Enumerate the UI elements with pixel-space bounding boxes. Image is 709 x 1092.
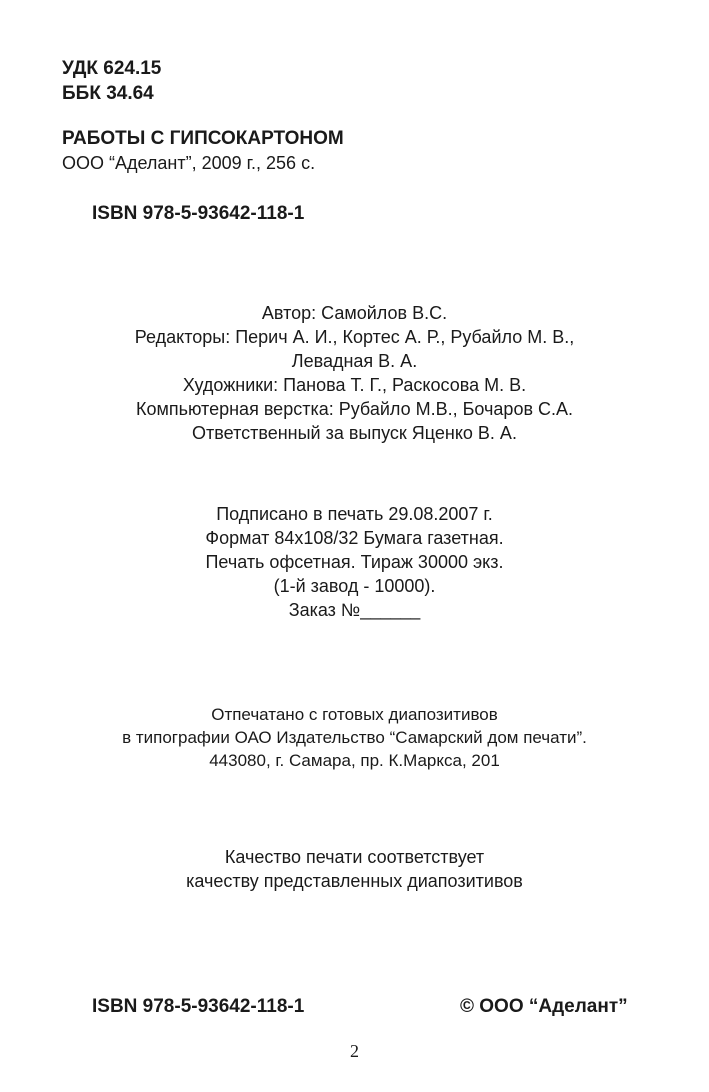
- printer-line-3: 443080, г. Самара, пр. К.Маркса, 201: [209, 751, 500, 770]
- credits-block: [0, 301, 709, 445]
- isbn-bottom: ISBN 978-5-93642-118-1: [92, 996, 305, 1017]
- quality-block: [0, 845, 709, 893]
- responsible-line: Ответственный за выпуск Яценко В. А.: [192, 423, 517, 443]
- author-line: Автор: Самойлов В.С.: [261, 303, 448, 323]
- copyright: © ООО “Аделант”: [460, 996, 628, 1017]
- udk-code: УДК 624.15: [62, 58, 162, 79]
- signed-line: Подписано в печать 29.08.2007 г.: [216, 504, 493, 524]
- order-line: Заказ №______: [288, 600, 421, 620]
- bbk-code: ББК 34.64: [62, 83, 154, 104]
- printer-line-2: в типографии ОАО Издательство “Самарский дом печати”.: [122, 728, 587, 747]
- printing-line: Печать офсетная. Тираж 30000 экз.: [205, 552, 504, 572]
- isbn-top: ISBN 978-5-93642-118-1: [92, 203, 305, 224]
- layout-line: Компьютерная верстка: Рубайло М.В., Бочаров С.А.: [135, 399, 574, 419]
- publisher-line: ООО “Аделант”, 2009 г., 256 с.: [62, 153, 316, 173]
- artists-line: Художники: Панова Т. Г., Раскосова М. В.: [182, 375, 527, 395]
- print-info-block: [0, 502, 709, 622]
- editors-line-2: Левадная В. А.: [291, 351, 418, 371]
- quality-line-1: Качество печати соответствует: [224, 847, 485, 867]
- quality-line-2: качеству представленных диапозитивов: [186, 871, 523, 891]
- printer-line-1: Отпечатано с готовых диапозитивов: [211, 705, 498, 724]
- book-title: РАБОТЫ С ГИПСОКАРТОНОМ: [62, 128, 344, 149]
- page-number: 2: [350, 1041, 359, 1061]
- format-line: Формат 84x108/32 Бумага газетная.: [205, 528, 504, 548]
- batch-line: (1-й завод - 10000).: [273, 576, 436, 596]
- printer-block: [0, 703, 709, 772]
- editors-line-1: Редакторы: Перич А. И., Кортес А. Р., Рубайло М. В.,: [134, 327, 575, 347]
